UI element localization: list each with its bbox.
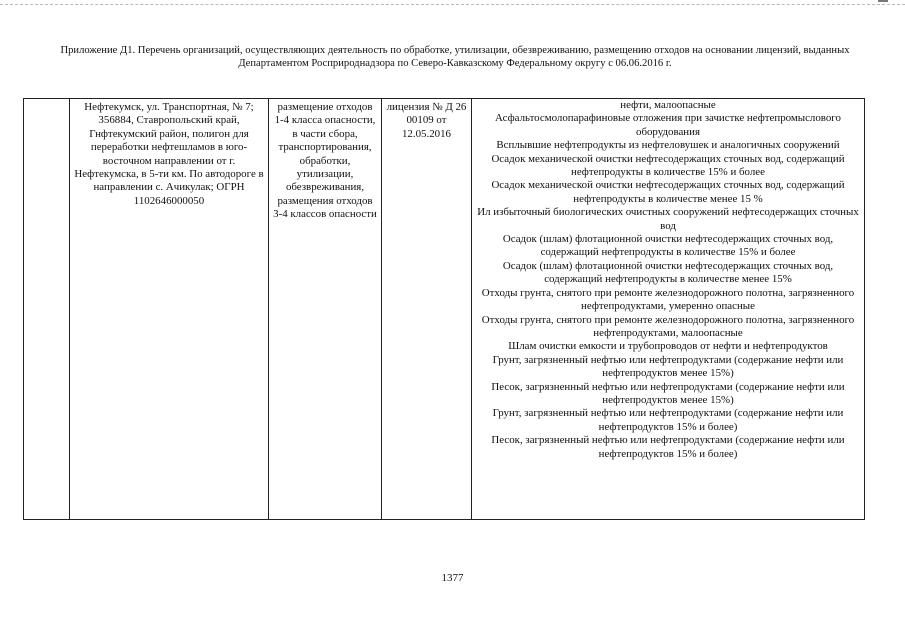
waste-type-item: Осадок (шлам) флотационной очистки нефтесодержащих сточных вод, содержащий нефтепродукты в количестве 15% и более bbox=[502, 233, 834, 259]
waste-type-item: Шлам очистки емкости и трубопроводов от нефти и нефтепродуктов bbox=[508, 340, 828, 353]
waste-type-item: Грунт, загрязненный нефтью или нефтепродуктами (содержание нефти или нефтепродуктов 15% и более) bbox=[492, 407, 844, 433]
address-cell bbox=[70, 99, 269, 520]
waste-type-item: нефти, малоопасные bbox=[620, 99, 716, 111]
activity-type: размещение отходов 1-4 класса опасности, в части сбора, транспортирования, обработки, утилизации, обезвреживания, размещения отходов 3-4 классов опасности bbox=[273, 101, 377, 221]
waste-types-cell bbox=[472, 99, 865, 520]
scan-corner-mark bbox=[878, 0, 888, 10]
waste-type-item: Асфальтосмолопарафиновые отложения при зачистке нефтепромыслового оборудования bbox=[495, 112, 841, 138]
activity-cell bbox=[269, 99, 382, 520]
license-info: лицензия № Д 26 00109 от 12.05.2016 bbox=[386, 101, 467, 140]
scan-edge-artifact bbox=[0, 4, 905, 11]
row-number-cell bbox=[24, 99, 70, 520]
waste-type-item: Песок, загрязненный нефтью или нефтепродуктами (содержание нефти или нефтепродуктов менее 15%) bbox=[491, 380, 845, 406]
waste-type-item: Осадок механической очистки нефтесодержащих сточных вод, содержащий нефтепродукты в количестве 15% и более bbox=[491, 152, 845, 179]
waste-type-item: Отходы грунта, снятого при ремонте железнодорожного полотна, загрязненного нефтепродуктами, малоопасные bbox=[481, 313, 855, 339]
waste-types-list bbox=[472, 99, 864, 461]
organization-address: Нефтекумск, ул. Транспортная, № 7; 356884, Ставропольский край, Гнфтекумский район, полигон для переработки нефтешламов в юго-восточном направлении от г. Нефтекумска, в 5-ти км. По автодороге в направлении с. Ачикулак; ОГРН 1102646000050 bbox=[74, 101, 264, 207]
waste-type-item: Отходы грунта, снятого при ремонте железнодорожного полотна, загрязненного нефтепродуктами, умеренно опасные bbox=[481, 286, 855, 313]
organizations-table bbox=[23, 98, 865, 520]
table-row bbox=[24, 99, 865, 520]
waste-type-item: Грунт, загрязненный нефтью или нефтепродуктами (содержание нефти или нефтепродуктов менее 15%) bbox=[492, 353, 844, 380]
waste-type-item: Всплывшие нефтепродукты из нефтеловушек и аналогичных сооружений bbox=[496, 139, 840, 152]
page-heading: Приложение Д1. Перечень организаций, осуществляющих деятельность по обработке, утилизации, обезвреживанию, размещению отходов на основании лицензий, выданных Департаментом Росприроднадзора по Северо-Кавказскому Федеральному округу с 06.06.2016 г. bbox=[60, 45, 850, 69]
waste-type-item: Осадок механической очистки нефтесодержащих сточных вод, содержащий нефтепродукты в количестве менее 15 % bbox=[491, 179, 845, 205]
waste-type-item: Осадок (шлам) флотационной очистки нефтесодержащих сточных вод, содержащий нефтепродукты в количестве менее 15% bbox=[502, 259, 834, 286]
license-cell bbox=[382, 99, 472, 520]
waste-type-item: Ил избыточный биологических очистных сооружений нефтесодержащих сточных вод bbox=[477, 206, 859, 232]
waste-type-item: Песок, загрязненный нефтью или нефтепродуктами (содержание нефти или нефтепродуктов 15% и более) bbox=[491, 434, 845, 460]
page-number: 1377 bbox=[441, 572, 464, 584]
